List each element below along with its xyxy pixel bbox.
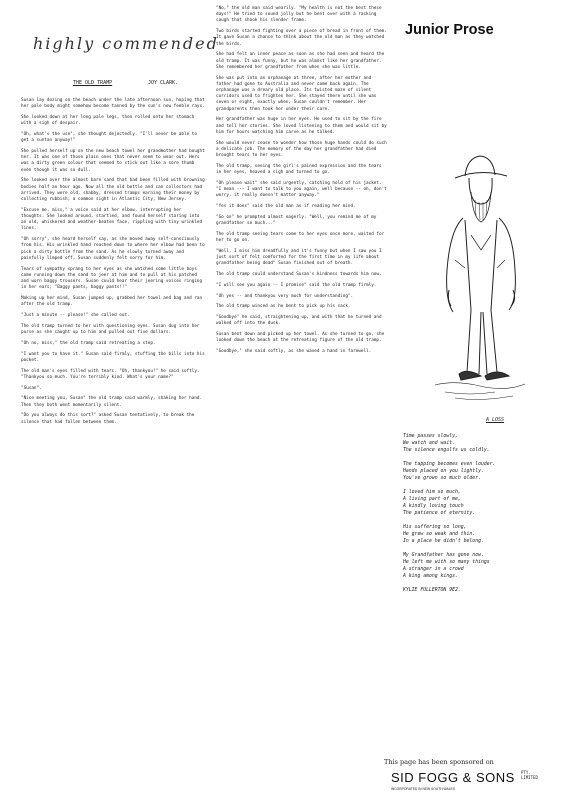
sponsor-subtitle: INCORPORATED IN NEW SOUTH WALES (391, 787, 455, 791)
sponsor-text: This page has been sponsored on (384, 758, 494, 766)
poem-stanza (403, 524, 553, 545)
story-column-1 (21, 98, 206, 430)
poem-stanza (403, 489, 553, 517)
story-author: JOY CLARK. (148, 80, 179, 86)
poem-stanza (403, 433, 553, 454)
story-paragraph: "Oh sorry", she heard herself say, as she moved away self-consciously from his. His wrinkled hand reached down to where her elbow had been to pick a dirty bottle from the sand. As he slowly turned away and painfully limped off, Susan suddenly felt sorry for him. (21, 237, 205, 261)
poem-line: His suffering so long, (403, 525, 467, 530)
story-title: THE OLD TRAMP (73, 80, 113, 86)
story-paragraph: She was put into an orphanage at three, after her mother and father had gone to Australia and never came back again. The orphanage was a dreary old place. Its twisted maze of silent corridors used to frighten her. She stayed there until she was seven or eight, exactly when, Susan couldn't remember. Her grandparents then took her under their care. (216, 75, 377, 112)
poem-line: Time passes slowly, (403, 434, 458, 439)
sponsor-pty: PTY. LIMITED (521, 770, 538, 780)
poem-line: We watch and wait. (403, 441, 455, 446)
poem-line: The patience of eternity. (403, 511, 476, 516)
poem-line: My Grandfather has gone now. (403, 553, 484, 558)
poem-line: He left me with so many things (403, 560, 490, 565)
story-paragraph: "Nice meeting you, Susan" the old tramp said warmly, shaking her hand. Then they both went momentarily silent. (21, 396, 203, 408)
sponsor-name: SID FOGG & SONS (391, 770, 515, 785)
story-paragraph: "Go on" he prompted almost eagerly. "Well, you remind me of my grandfather so much..." (216, 214, 377, 227)
story-paragraph: "Goodbye" he said, straightening up, and with that he turned and walked off into the dusk. (216, 315, 382, 327)
story-paragraph: "Oh yes -- and thankyou very much for understanding". (216, 293, 354, 299)
poem-author: KYLIE FULLERTON 9E2. (403, 588, 461, 593)
poem-line: You've grown so much older. (403, 476, 481, 481)
story-paragraph: "Susan". (21, 385, 42, 391)
story-paragraph: "Just a minute -- please!" she called out. (21, 313, 130, 319)
poem-title: A LOSS (486, 417, 505, 423)
poem-column (403, 433, 553, 594)
old-tramp-illustration (425, 140, 535, 405)
poem-line: A stranger in a crowd (403, 567, 464, 572)
poem-line: The tapping becomes even louder. (403, 462, 496, 467)
poem-line: A living part of me, (403, 497, 461, 502)
poem-line: I loved him so much, (403, 490, 461, 495)
story-paragraph: "I want you to have it." Susan said firmly, stuffing the bills into his pocket. (21, 351, 205, 363)
poem-stanza (403, 552, 553, 580)
poem-stanza (403, 461, 553, 482)
story-paragraph: "Oh, what's the use", she thought dejectedly. "I'll never be able to get a suntan anyway!" (21, 132, 197, 144)
story-paragraph: Her grandfather was huge in her eyes. He used to sit by the fire and tell her stories. She loved listening to them and would sit by him for hours watching him carve as he talked. (216, 117, 387, 135)
story-paragraph: "No," the old man said wearily. "My health is not the best these days!" He tried to sound jolly but he bent over with a racking cough that shook his slender frame. (216, 6, 382, 24)
sponsor-logo (391, 770, 541, 794)
story-paragraph: She looked over the almost bare sand that had been filled with browning bodies half an hour ago. Now all the old bottle and can collectors had arrived. They were old, shabby, dressed tramps earning their money by collecting rubbish; a common sight in Atlantic City, New Jersey. (21, 178, 205, 203)
story-paragraph: She had felt an inner peace as soon as she had seen and heard the old tramp. It was funny, but he was almost like her grandfather. She remembered her grandfather from when she was little. (216, 52, 385, 70)
story-paragraph: "Yes it does" said the old man as if reading her mind. (216, 204, 356, 210)
story-paragraph: "Excuse me, miss," a voice said at her elbow, interrupting her thoughts. She looked around, startled, and found herself staring into an old, whiskered and weather-beaten face, rippling with tiny wrinkled lines. (21, 207, 203, 232)
story-paragraph: "Well, I miss him dreadfully and it's funny but when I saw you I just sort of felt comforted for the first time in my life about grandfather being dead" Susan finished out of breath. (216, 248, 382, 267)
story-paragraph: "Oh no, miss," the old tramp said retreating a step. (21, 340, 156, 346)
story-paragraph: She pulled herself up on the new beach towel her grandmother had bought her. It was one of those plain ones that never seem to wear out. Hers was a dirty green colour that seemed to stick out like a sore thumb even though it was so dull. (21, 149, 205, 173)
story-paragraph: The old man's eyes filled with tears. "Oh, thankyou!" he said softly. "Thankyou so much. You're terribly kind. What's your name?" (21, 368, 200, 380)
story-paragraph: The old tramp turned to her with questioning eyes. Susan dug into her purse as she caught up to him and pulled out five dollars. (21, 323, 200, 336)
story-paragraph: The old tramp winced as he bent to pick up his sack. (216, 304, 351, 310)
story-paragraph: Two birds started fighting over a piece of bread in front of them. It gave Susan a chance to think about the old man as they watched the birds. (216, 29, 387, 47)
poem-line: He grew so weak and thin. (403, 532, 476, 537)
poem-line: A king among kings. (403, 574, 458, 579)
story-paragraph: "I will see you again -- I promise" said the old tramp firmly. (216, 282, 377, 288)
poem-line: In a place he didn't belong. (403, 539, 484, 544)
story-paragraph: "Oh please wait" she said urgently, catching hold of his jacket. "I mean --- I want to talk to you again, well because -- oh, don't worry, it really doesn't matter anyway." (216, 180, 387, 199)
story-paragraph: The old tramp, seeing the girl's pained expression and the tears in her eyes, heaved a sigh and turned to go. (216, 163, 382, 176)
poem-line: Hands placed on you lightly. (403, 469, 484, 474)
section-title: Junior Prose (405, 22, 494, 38)
story-paragraph: "Do you always do this sort?" asked Susan tentatively, to break the silence that had fallen between them. (21, 413, 195, 425)
poem-line: The silence engulfs us coldly. (403, 448, 490, 453)
story-column-2 (216, 6, 389, 360)
story-paragraph: The old tramp could understand Susan's kindness towards him now. (216, 272, 382, 278)
highly-commended-heading: highly commended (33, 34, 219, 53)
story-paragraph: Tears of sympathy sprang to her eyes as she watched some little boys come running down the sand to jeer at him and to pull at his patched and worn baggy trousers. Susan could hear their jeering voices ringing in her ears; "Baggy pants, baggy pants!!" (21, 266, 203, 291)
story-paragraph: Making up her mind, Susan jumped up, grabbed her towel and bag and ran after the old tramp. (21, 296, 203, 308)
story-paragraph: She would never cease to wonder how those huge hands could do such a delicate job. The memory of the day her grandfather had died brought tears to her eyes. (216, 140, 387, 159)
story-paragraph: She looked down at her long pale legs, then rolled onto her stomach with a sigh of despair. (21, 115, 195, 127)
story-paragraph: Susan lay dozing on the beach under the late afternoon sun, hoping that her pale body might somehow become tanned by the sun's now feeble rays. (21, 98, 205, 110)
story-paragraph: "Goodbye," she said softly, as she waved a hand in farewell. (216, 349, 372, 355)
story-paragraph: The old tramp seeing tears come to her eyes once more, waited for her to go on. (216, 231, 385, 244)
story-paragraph: Susan bent down and picked up her towel. As she turned to go, she looked down the beach at the retreating figure of the old tramp. (216, 332, 385, 344)
poem-line: A kindly loving touch (403, 504, 464, 509)
